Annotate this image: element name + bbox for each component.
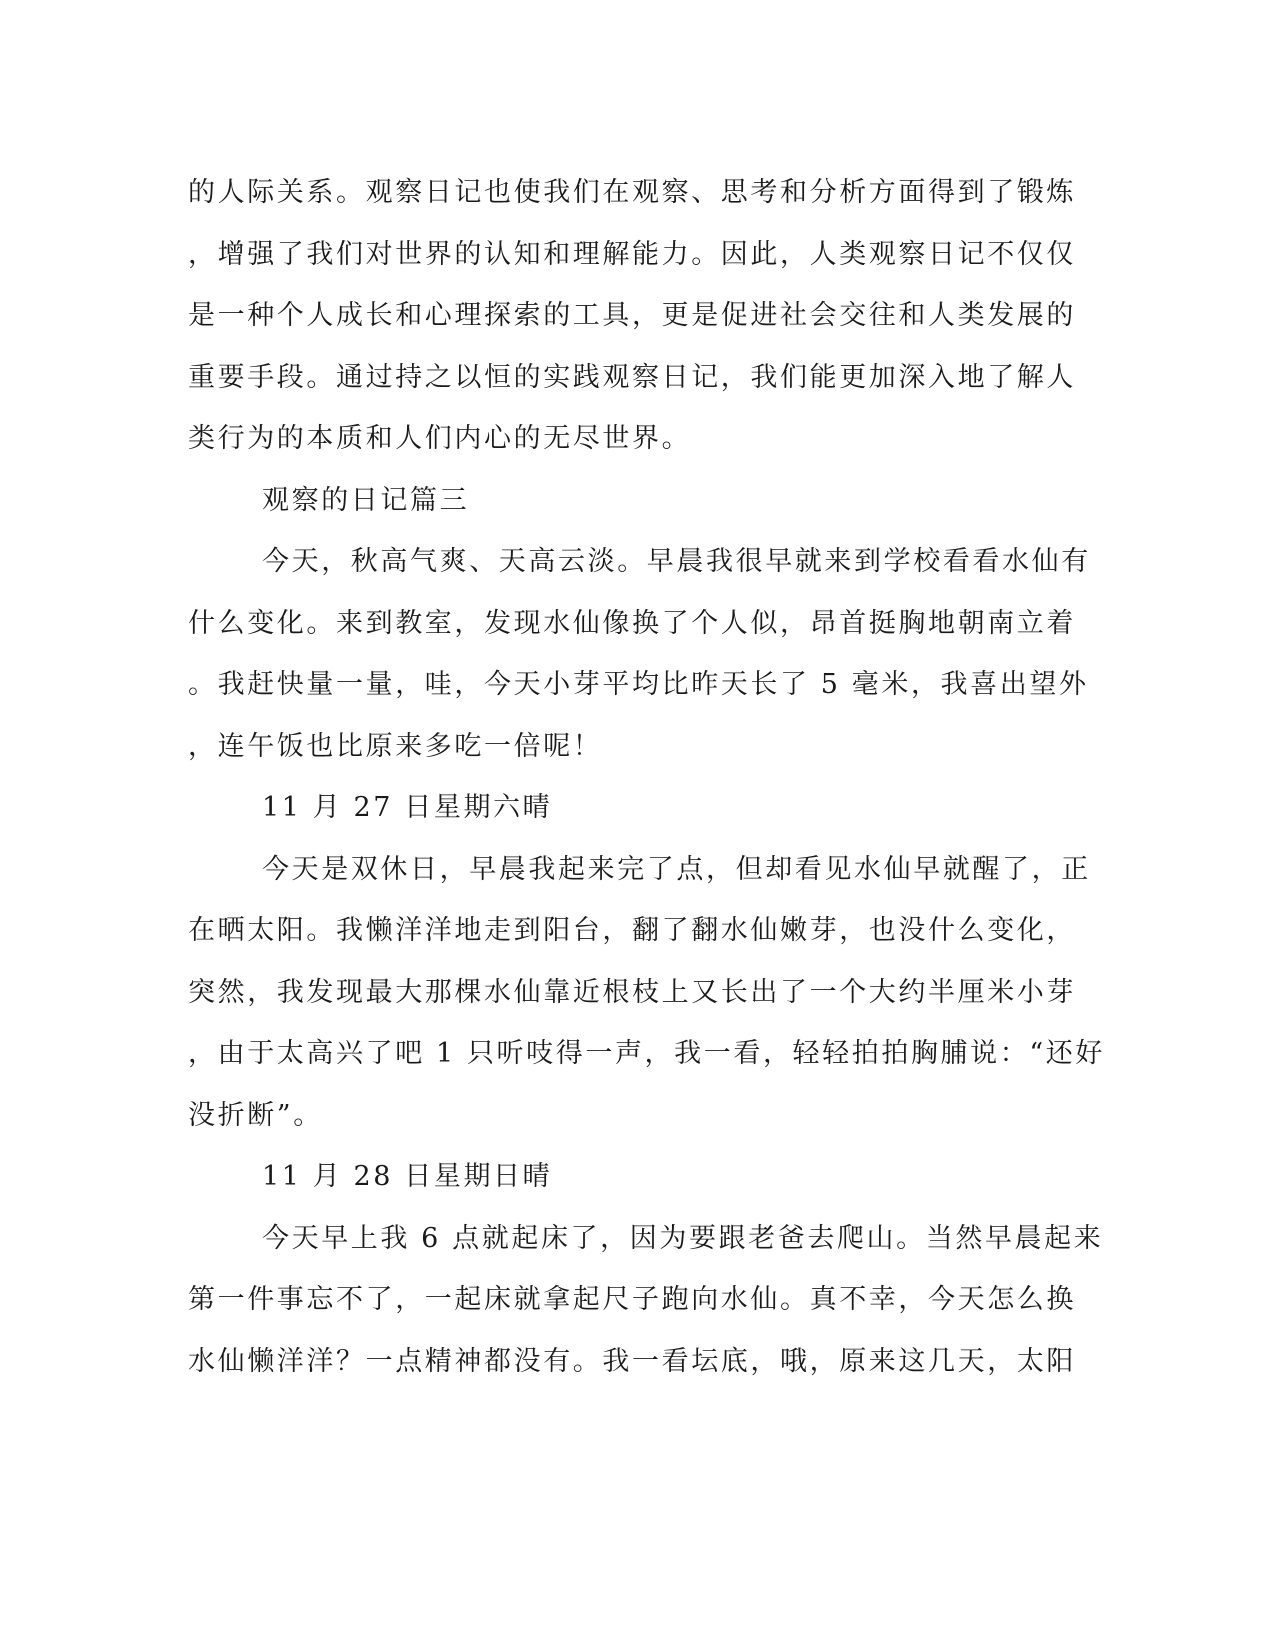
text-line: 重要手段。通过持之以恒的实践观察日记，我们能更加深入地了解人 bbox=[188, 361, 1076, 393]
text-line: 第一件事忘不了，一起床就拿起尺子跑向水仙。真不幸，今天怎么换 bbox=[188, 1284, 1076, 1315]
paragraph-start: 今天早上我 6 点就起床了，因为要跟老爸去爬山。当然早晨起来 bbox=[262, 1222, 1104, 1254]
text-line: 。我赶快量一量，哇，今天小芽平均比昨天长了 5 毫米，我喜出望外 bbox=[188, 669, 1089, 700]
text-line: 什么变化。来到教室，发现水仙像换了个人似，昂首挺胸地朝南立着 bbox=[188, 607, 1076, 639]
text-line: 水仙懒洋洋？一点精神都没有。我一看坛底，哦，原来这几天，太阳 bbox=[188, 1345, 1076, 1377]
text-line: 突然，我发现最大那棵水仙靠近根枝上又长出了一个大约半厘米小芽 bbox=[188, 976, 1076, 1008]
date-heading: 11 月 27 日星期六晴 bbox=[262, 792, 553, 823]
text-line: 是一种个人成长和心理探索的工具，更是促进社会交往和人类发展的 bbox=[188, 300, 1076, 331]
body-text bbox=[188, 162, 1105, 1392]
paragraph-start: 今天是双休日，早晨我起来完了点，但却看见水仙早就醒了，正 bbox=[262, 853, 1091, 885]
text-line: ，连午饭也比原来多吃一倍呢！ bbox=[188, 730, 603, 762]
text-line: ，由于太高兴了吧 1 只听吱得一声，我一看，轻轻拍拍胸脯说：“还好 bbox=[188, 1038, 1105, 1069]
text-line: 的人际关系。观察日记也使我们在观察、思考和分析方面得到了锻炼 bbox=[188, 177, 1076, 208]
paragraph-start: 今天，秋高气爽、天高云淡。早晨我很早就来到学校看看水仙有 bbox=[262, 546, 1091, 577]
section-heading: 观察的日记篇三 bbox=[262, 484, 470, 516]
text-line: 类行为的本质和人们内心的无尽世界。 bbox=[188, 423, 692, 454]
date-heading: 11 月 28 日星期日晴 bbox=[262, 1161, 553, 1192]
text-line: ，增强了我们对世界的认知和理解能力。因此，人类观察日记不仅仅 bbox=[188, 238, 1076, 270]
text-line: 在晒太阳。我懒洋洋地走到阳台，翻了翻水仙嫩芽，也没什么变化， bbox=[188, 915, 1076, 946]
text-line: 没折断”。 bbox=[188, 1099, 323, 1131]
